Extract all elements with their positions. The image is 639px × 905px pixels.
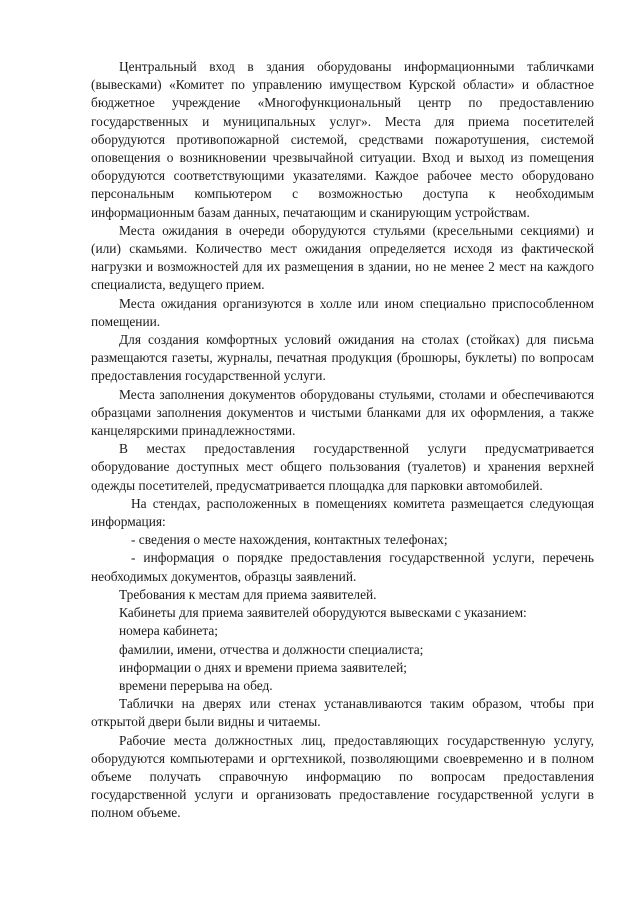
paragraph-cabinet-signage: Кабинеты для приема заявителей оборудуются вывесками с указанием:	[119, 605, 527, 621]
list-item-service-procedure: - информация о порядке предоставления государственной услуги, перечень необходимых документов, образцы заявлений.	[91, 550, 594, 584]
paragraph-stands-intro: На стендах, расположенных в помещениях комитета размещается следующая информация:	[91, 495, 594, 530]
document-body	[91, 58, 594, 823]
paragraph-facilities: В местах предоставления государственной услуги предусматривается оборудование доступных мест общего пользования (туалетов) и хранения верхней одежды посетителей, предусматривается площадка для парковки автомобилей.	[91, 441, 594, 493]
list-item-lunch-break: времени перерыва на обед.	[119, 677, 273, 693]
list-item-specialist-name: фамилии, имени, отчества и должности специалиста;	[119, 641, 424, 657]
list-item-reception-days: информации о днях и времени приема заявителей;	[119, 659, 407, 675]
paragraph-document-filling: Места заполнения документов оборудованы стульями, столами и обеспечиваются образцами заполнения документов и чистыми бланками для их оформления, а также канцелярскими принадлежностями.	[91, 386, 594, 439]
paragraph-waiting-location: Места ожидания организуются в холле или ином специально приспособленном помещении.	[91, 295, 594, 329]
paragraph-workplaces: Рабочие места должностных лиц, предоставляющих государственную услугу, оборудуются компьютерами и оргтехникой, позволяющими своевременно и в полном объеме получать справочную информацию по вопросам предоставления государственной услуги и организовать предоставление государственной услуги в полном объеме.	[91, 732, 594, 821]
paragraph-reception-requirements: Требования к местам для приема заявителей.	[119, 586, 377, 602]
list-item-location-contacts: - сведения о месте нахождения, контактных телефонах;	[131, 532, 448, 548]
paragraph-waiting-comfort: Для создания комфортных условий ожидания на столах (стойках) для письма размещаются газеты, журналы, печатная продукция (брошюры, буклеты) по вопросам предоставления государственной услуги.	[91, 332, 594, 384]
paragraph-waiting-seats: Места ожидания в очереди оборудуются стульями (кресельными секциями) и (или) скамьями. Количество мест ожидания определяется исходя из фактической нагрузки и возможностей для их размещения в здании, но не менее 2 мест на каждого специалиста, ведущего прием.	[91, 222, 594, 293]
paragraph-entrance-signage: Центральный вход в здания оборудованы информационными табличками (вывесками) «Комитет по управлению имуществом Курской области» и областное бюджетное учреждение «Многофункциональный центр по предоставлению государственных и муниципальных услуг». Места для приема посетителей оборудуются противопожарной системой, средствами пожаротушения, системой оповещения о возникновении чрезвычайной ситуации. Вход и выход из помещения оборудуются соответствующими указателями. Каждое рабочее место оборудовано персональным компьютером с возможностью доступа к необходимым информационным базам данных, печатающим и сканирующим устройствам.	[91, 59, 594, 220]
paragraph-door-plates: Таблички на дверях или стенах устанавливаются таким образом, чтобы при открытой двери были видны и читаемы.	[91, 696, 594, 730]
list-item-room-number: номера кабинета;	[119, 623, 219, 639]
